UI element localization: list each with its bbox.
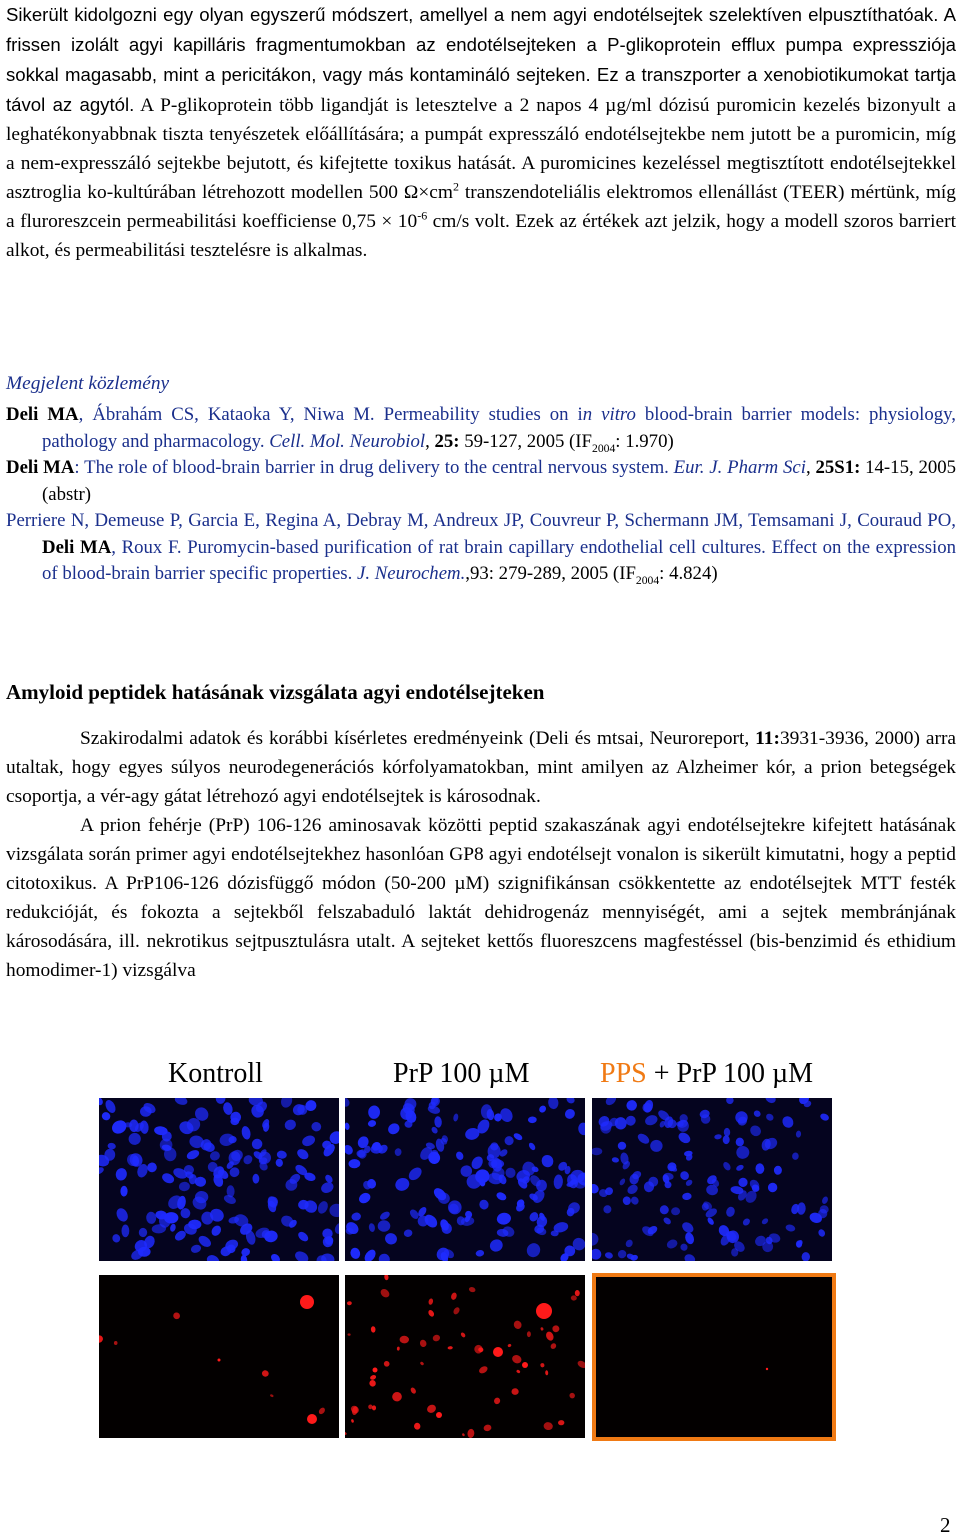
ref-pages: ,93: 279-289, 2005 (IF bbox=[465, 563, 636, 584]
ref-volume-number: 25: bbox=[434, 430, 460, 452]
cell-nucleus bbox=[538, 1104, 548, 1114]
cell-nucleus bbox=[172, 1311, 181, 1320]
cell-nucleus bbox=[644, 1113, 659, 1127]
cell-nucleus bbox=[128, 1132, 142, 1146]
cell-nucleus bbox=[240, 1125, 251, 1140]
dead-cell bbox=[300, 1295, 314, 1309]
cell-nucleus bbox=[347, 1301, 352, 1305]
volume-bold: 11: bbox=[755, 728, 780, 749]
paragraph-sentence: A P-glikoprotein több ligandját is letesztelve a 2 napos 4 µg/ml dózisú puromicin kezelés bizonyult a leghatékonyabbnak tiszta tenyészetek előállítására; a pumpát expresszáló endotélsejtekbe nem jutott be a puromicin, míg a nem-expresszáló sejtekbe bejutott, és kifejtette toxikus hatását. bbox=[6, 95, 956, 174]
cell-nucleus bbox=[545, 1330, 555, 1341]
cell-nucleus bbox=[512, 1132, 523, 1142]
author-bold: Deli MA bbox=[6, 404, 79, 425]
cell-nucleus bbox=[397, 1346, 400, 1350]
cell-nucleus bbox=[684, 1231, 696, 1245]
cell-nucleus bbox=[796, 1130, 802, 1138]
cell-nucleus bbox=[378, 1220, 391, 1232]
page-number: 2 bbox=[940, 1513, 951, 1537]
cell-nucleus bbox=[540, 1327, 544, 1331]
micrograph-prp-red bbox=[345, 1275, 585, 1438]
cell-nucleus bbox=[410, 1387, 417, 1395]
cell-nucleus bbox=[349, 1247, 361, 1260]
cell-nucleus bbox=[488, 1237, 505, 1254]
cell-nucleus bbox=[384, 1275, 389, 1280]
cell-nucleus bbox=[345, 1431, 347, 1435]
cell-nucleus bbox=[650, 1140, 662, 1152]
cell-nucleus bbox=[753, 1109, 762, 1118]
cell-nucleus bbox=[179, 1181, 191, 1191]
ref-title-italic: n vitro bbox=[582, 404, 636, 425]
micrograph-pps-red bbox=[592, 1273, 836, 1441]
figure-label-control: Kontroll bbox=[168, 1058, 263, 1089]
cell-nucleus bbox=[679, 1243, 688, 1252]
cell-nucleus bbox=[261, 1370, 269, 1377]
cell-nucleus bbox=[318, 1406, 327, 1415]
cell-nucleus bbox=[393, 1176, 411, 1193]
cell-nucleus bbox=[817, 1228, 826, 1238]
superscript: 2 bbox=[452, 179, 459, 194]
paragraph-sentence: Sikerült kidolgozni egy olyan egyszerű módszert, amellyel a nem agyi endotélsejtek szelektíven elpusztíthatóak. A frissen izolált agyi kapilláris fragmentumokban az endotélsejteken a P-glikoprotein efflux pumpa expressziója sokkal magasabb, mint a pericitákon, vagy más kontamináló sejteken. Ez a transzporter a xenobiotikumokat tartja távol az agytól. bbox=[6, 4, 956, 115]
cell-nucleus bbox=[748, 1178, 761, 1192]
cell-nucleus bbox=[376, 1251, 392, 1261]
cell-nucleus bbox=[528, 1116, 537, 1123]
ref-pages: 59-127, 2005 (IF bbox=[459, 430, 593, 452]
cell-nucleus bbox=[121, 1225, 129, 1238]
if-year: 2004 bbox=[592, 441, 616, 455]
cell-nucleus bbox=[450, 1292, 457, 1301]
authors: , Ábrahám CS, Kataoka Y, Niwa M. bbox=[78, 404, 375, 425]
cell-nucleus bbox=[319, 1180, 335, 1195]
cell-nucleus bbox=[269, 1252, 281, 1261]
cell-nucleus bbox=[420, 1361, 425, 1366]
cell-nucleus bbox=[467, 1428, 475, 1438]
cell-nucleus bbox=[114, 1341, 118, 1345]
cell-nucleus bbox=[455, 1150, 465, 1161]
cell-nucleus bbox=[333, 1222, 339, 1235]
journal: Cell. Mol. bbox=[264, 430, 345, 452]
cell-nucleus bbox=[592, 1248, 602, 1260]
cell-nucleus bbox=[362, 1248, 377, 1261]
cell-nucleus bbox=[553, 1174, 563, 1189]
ref-volume-number: 25S1: bbox=[815, 457, 861, 478]
ref-volume: , bbox=[425, 430, 435, 452]
cell-nucleus bbox=[216, 1098, 226, 1104]
cell-nucleus bbox=[496, 1212, 512, 1226]
cell-nucleus bbox=[414, 1423, 421, 1430]
cell-nucleus bbox=[677, 1130, 693, 1145]
cell-nucleus bbox=[99, 1166, 105, 1176]
cell-nucleus bbox=[671, 1207, 680, 1215]
dead-cell bbox=[373, 1368, 378, 1373]
cell-nucleus bbox=[662, 1216, 672, 1226]
cell-nucleus bbox=[511, 1388, 518, 1395]
publication-list bbox=[6, 402, 956, 588]
cell-nucleus bbox=[295, 1147, 310, 1161]
figure-label-pps bbox=[600, 1058, 813, 1090]
cell-nucleus bbox=[801, 1252, 810, 1261]
cell-nucleus bbox=[99, 1098, 104, 1107]
cell-nucleus bbox=[205, 1253, 222, 1261]
cell-nucleus bbox=[624, 1098, 639, 1113]
cell-nucleus bbox=[478, 1365, 489, 1375]
cell-nucleus bbox=[512, 1319, 523, 1330]
cell-nucleus bbox=[511, 1354, 523, 1365]
cell-nucleus bbox=[475, 1249, 484, 1257]
cell-nucleus bbox=[478, 1198, 490, 1211]
cell-nucleus bbox=[774, 1166, 783, 1176]
cell-nucleus bbox=[565, 1098, 576, 1105]
paragraph-sentence: cm/s volt. Ezek az értékek azt jelzik, hogy a modell szoros barriert alkot, és permeabilitási tesztelésre is alkalmas. bbox=[6, 211, 956, 261]
cell-nucleus bbox=[642, 1099, 654, 1114]
cell-nucleus bbox=[293, 1249, 310, 1261]
dead-cell bbox=[493, 1347, 503, 1357]
cell-nucleus bbox=[447, 1346, 453, 1350]
cell-nucleus bbox=[452, 1306, 461, 1315]
paragraph-text: 3931-3936, 2000) arra utaltak, hogy egyes súlyos neurodegenerációs kórfolyamatokban, mint amilyen az Alzheimer kór, a prion betegségek csoportja, a vér-agy gátat létrehozó agyi endotélsejtek is károsodnak. bbox=[6, 728, 957, 807]
cell-nucleus bbox=[384, 1232, 399, 1246]
cell-nucleus bbox=[174, 1098, 189, 1106]
ref-title: : The role of blood-brain barrier in drug delivery to the central nervous system. bbox=[74, 457, 669, 478]
cell-nucleus bbox=[469, 1154, 485, 1171]
cell-nucleus bbox=[563, 1107, 577, 1121]
ref-title: Puromycin-based purification of rat brain capillary endothelial cell cultures. Effect on the expression of blood-brain barrier specific properties. bbox=[42, 536, 956, 584]
ref-pages: 14-15, 2005 (abstr) bbox=[42, 457, 957, 505]
cell-nucleus bbox=[735, 1164, 745, 1172]
cell-nucleus bbox=[568, 1392, 576, 1400]
dead-cell bbox=[522, 1362, 528, 1368]
cell-nucleus bbox=[270, 1394, 274, 1398]
publications-heading: Megjelent közlemény bbox=[6, 373, 170, 394]
cell-nucleus bbox=[725, 1098, 736, 1106]
micrograph-control-blue bbox=[99, 1098, 339, 1261]
cell-nucleus bbox=[345, 1220, 361, 1237]
cell-nucleus bbox=[357, 1191, 372, 1206]
cell-nucleus bbox=[266, 1195, 280, 1210]
cell-nucleus bbox=[120, 1186, 128, 1197]
cell-nucleus bbox=[577, 1122, 585, 1136]
cell-nucleus bbox=[190, 1243, 202, 1254]
cell-nucleus bbox=[611, 1157, 619, 1163]
cell-nucleus bbox=[622, 1196, 631, 1206]
cell-nucleus bbox=[114, 1206, 130, 1223]
cell-nucleus bbox=[761, 1217, 770, 1225]
cell-nucleus bbox=[493, 1397, 501, 1405]
cell-nucleus bbox=[185, 1148, 200, 1161]
cell-nucleus bbox=[453, 1113, 459, 1122]
cell-nucleus bbox=[379, 1287, 391, 1299]
cell-nucleus bbox=[426, 1403, 438, 1414]
ref-title: blood-brain barrier models: physiology, pathology and pharmacology. bbox=[42, 404, 956, 452]
journal: Eur. J. bbox=[668, 457, 723, 478]
cell-nucleus bbox=[460, 1332, 466, 1339]
cell-nucleus bbox=[296, 1230, 310, 1243]
cell-nucleus bbox=[503, 1135, 515, 1147]
cell-nucleus bbox=[549, 1342, 557, 1350]
cell-nucleus bbox=[592, 1230, 601, 1248]
cell-nucleus bbox=[310, 1121, 322, 1133]
cell-nucleus bbox=[527, 1331, 531, 1337]
cell-nucleus bbox=[683, 1253, 697, 1261]
cell-nucleus bbox=[603, 1204, 613, 1214]
cell-nucleus bbox=[483, 1424, 492, 1432]
cell-nucleus bbox=[766, 1181, 779, 1194]
cell-nucleus bbox=[734, 1144, 751, 1161]
cell-nucleus bbox=[785, 1224, 796, 1233]
cell-nucleus bbox=[525, 1241, 543, 1259]
dead-cell bbox=[218, 1359, 221, 1362]
cell-nucleus bbox=[240, 1247, 251, 1258]
if-year: 2004 bbox=[635, 573, 660, 587]
dead-cell bbox=[536, 1303, 552, 1319]
cell-nucleus bbox=[368, 1105, 380, 1119]
cell-nucleus bbox=[547, 1098, 559, 1110]
cell-nucleus bbox=[676, 1119, 690, 1133]
cell-nucleus bbox=[283, 1118, 297, 1131]
cell-nucleus bbox=[755, 1163, 765, 1174]
cell-nucleus bbox=[394, 1148, 402, 1157]
cell-nucleus bbox=[146, 1211, 157, 1224]
cell-nucleus bbox=[345, 1098, 351, 1109]
cell-nucleus bbox=[765, 1112, 775, 1122]
cell-nucleus bbox=[473, 1344, 484, 1355]
cell-nucleus bbox=[434, 1116, 442, 1128]
cell-nucleus bbox=[576, 1359, 585, 1369]
cell-nucleus bbox=[379, 1210, 392, 1221]
dead-cell bbox=[766, 1368, 768, 1370]
cell-nucleus bbox=[107, 1142, 116, 1150]
journal: Pharm Sci bbox=[722, 457, 806, 478]
micrograph-control-red bbox=[99, 1275, 339, 1438]
dead-cell bbox=[436, 1412, 442, 1418]
cell-nucleus bbox=[495, 1191, 508, 1202]
cell-nucleus bbox=[540, 1363, 545, 1368]
journal: J. Neurochem. bbox=[352, 563, 466, 584]
cell-nucleus bbox=[821, 1196, 829, 1205]
micrograph-prp-blue bbox=[345, 1098, 585, 1261]
cell-nucleus bbox=[210, 1224, 223, 1238]
cell-nucleus bbox=[468, 1286, 476, 1293]
cell-nucleus bbox=[780, 1114, 795, 1130]
cell-nucleus bbox=[427, 1309, 435, 1318]
ref-volume: , bbox=[805, 457, 816, 478]
reference-item bbox=[6, 508, 956, 588]
section-paragraph bbox=[6, 724, 956, 811]
cell-nucleus bbox=[741, 1217, 751, 1227]
cell-nucleus bbox=[738, 1177, 748, 1187]
cell-nucleus bbox=[383, 1360, 391, 1368]
cell-nucleus bbox=[604, 1251, 613, 1259]
cell-nucleus bbox=[160, 1171, 175, 1185]
pps-label-rest: + PrP 100 µM bbox=[646, 1058, 813, 1089]
cell-nucleus bbox=[349, 1404, 360, 1415]
cell-nucleus bbox=[399, 1336, 409, 1344]
cell-nucleus bbox=[819, 1112, 830, 1122]
ref-title: Permeability studies on i bbox=[374, 404, 583, 425]
cell-nucleus bbox=[629, 1195, 640, 1206]
cell-nucleus bbox=[558, 1420, 565, 1425]
figure-label-prp: PrP 100 µM bbox=[393, 1058, 530, 1089]
cell-nucleus bbox=[300, 1134, 316, 1149]
cell-nucleus bbox=[505, 1167, 516, 1178]
cell-nucleus bbox=[111, 1233, 121, 1244]
cell-nucleus bbox=[665, 1181, 672, 1188]
cell-nucleus bbox=[324, 1173, 334, 1184]
cell-nucleus bbox=[724, 1128, 731, 1137]
cell-nucleus bbox=[507, 1343, 511, 1347]
cell-nucleus bbox=[624, 1238, 634, 1248]
cell-nucleus bbox=[368, 1223, 376, 1233]
cell-nucleus bbox=[100, 1111, 111, 1122]
cell-nucleus bbox=[616, 1248, 627, 1259]
author-bold: Deli MA bbox=[6, 457, 75, 478]
section-title: Amyloid peptidek hatásának vizsgálata agyi endotélsejteken bbox=[6, 680, 545, 704]
cell-nucleus bbox=[347, 1333, 350, 1336]
cell-nucleus bbox=[552, 1325, 559, 1332]
cell-nucleus bbox=[543, 1422, 553, 1431]
cell-nucleus bbox=[367, 1119, 377, 1127]
impact-factor: : 4.824) bbox=[659, 563, 718, 584]
cell-nucleus bbox=[348, 1159, 360, 1169]
authors: Perriere N, Demeuse P, Garcia E, Regina A, Debray M, Andreux JP, Couvreur P, Schermann JM, Temsamani J, Couraud PO, bbox=[6, 510, 956, 531]
cell-nucleus bbox=[665, 1238, 679, 1250]
cell-nucleus bbox=[462, 1433, 466, 1437]
cell-nucleus bbox=[368, 1379, 377, 1388]
paragraph-sentence: A puromicines kezeléssel megtisztított endotélsejtekkel asztroglia ko-kultúrában létrehozott modellen 500 Ω×cm bbox=[6, 153, 956, 203]
cell-nucleus bbox=[406, 1165, 424, 1183]
cell-nucleus bbox=[604, 1098, 618, 1107]
cell-nucleus bbox=[115, 1167, 129, 1182]
cell-nucleus bbox=[731, 1248, 738, 1256]
cell-nucleus bbox=[138, 1228, 147, 1238]
section-paragraph: A prion fehérje (PrP) 106-126 aminosavak közötti peptid szakaszának agyi endotélsejtekre kifejtett hatásának vizsgálata során primer agyi endotélsejtekhez hasonlóan GP8 agyi endotélsejt vonalon is sikerült kimutatni, hogy a peptid citotoxikus. A PrP106-126 dózisfüggő módon (50-200 µM) szignifikánsan csökkentette az endotélsejtek MTT festék redukcióját, és fokozta a sejtekből felszabaduló laktát dehidrogenáz mennyiségét, ami a sejtek membránjának károsodására, ill. nekrotikus sejtpusztulásra utalt. A sejteket kettős fluoreszcens magfestéssel (bis-benzimid és ethidium homodimer-1) vizsgálva bbox=[6, 815, 956, 981]
cell-nucleus bbox=[714, 1134, 722, 1140]
cell-nucleus bbox=[626, 1183, 640, 1196]
cell-nucleus bbox=[320, 1252, 335, 1261]
cell-nucleus bbox=[659, 1204, 670, 1215]
dead-cell bbox=[307, 1414, 317, 1424]
cell-nucleus bbox=[250, 1137, 264, 1151]
micrograph-pps-blue bbox=[592, 1098, 832, 1261]
cell-nucleus bbox=[391, 1391, 403, 1403]
cell-nucleus bbox=[345, 1122, 350, 1130]
cell-nucleus bbox=[99, 1334, 104, 1344]
intro-paragraph bbox=[6, 0, 956, 265]
cell-nucleus bbox=[792, 1152, 799, 1160]
cell-nucleus bbox=[723, 1135, 730, 1144]
cell-nucleus bbox=[351, 1419, 354, 1423]
cell-nucleus bbox=[419, 1339, 427, 1348]
superscript: -6 bbox=[417, 208, 428, 223]
section-body bbox=[6, 724, 956, 985]
cell-nucleus bbox=[682, 1192, 692, 1200]
cell-nucleus bbox=[736, 1137, 745, 1146]
cell-nucleus bbox=[571, 1295, 578, 1301]
cell-nucleus bbox=[428, 1298, 434, 1305]
cell-nucleus bbox=[516, 1369, 521, 1373]
cell-nucleus bbox=[276, 1150, 287, 1159]
author-bold: Deli MA bbox=[42, 536, 112, 558]
pps-label: PPS bbox=[600, 1058, 647, 1089]
cell-nucleus bbox=[169, 1223, 176, 1232]
cell-nucleus bbox=[575, 1290, 580, 1296]
cell-nucleus bbox=[369, 1374, 376, 1380]
cell-nucleus bbox=[733, 1109, 750, 1126]
cell-nucleus bbox=[110, 1118, 129, 1137]
cell-nucleus bbox=[252, 1174, 259, 1184]
authors: , Roux F. bbox=[111, 536, 182, 558]
cell-nucleus bbox=[329, 1204, 339, 1217]
reference-item bbox=[6, 402, 956, 455]
cell-nucleus bbox=[618, 1178, 626, 1187]
impact-factor: : 1.970) bbox=[615, 430, 674, 452]
cell-nucleus bbox=[545, 1370, 548, 1375]
cell-nucleus bbox=[351, 1212, 362, 1222]
reference-item bbox=[6, 455, 956, 508]
cell-nucleus bbox=[540, 1153, 556, 1169]
cell-nucleus bbox=[636, 1132, 651, 1146]
paragraph-text: Szakirodalmi adatok és korábbi kísérletes eredményeink (Deli és mtsai, Neuroreport, bbox=[80, 728, 756, 749]
cell-nucleus bbox=[371, 1326, 376, 1333]
cell-nucleus bbox=[528, 1142, 537, 1152]
cell-nucleus bbox=[242, 1153, 255, 1166]
cell-nucleus bbox=[748, 1123, 763, 1138]
cell-nucleus bbox=[764, 1098, 778, 1105]
cell-nucleus bbox=[275, 1158, 283, 1167]
cell-nucleus bbox=[725, 1206, 736, 1218]
journal: Neurobiol bbox=[344, 430, 426, 452]
cell-nucleus bbox=[706, 1216, 715, 1226]
cell-nucleus bbox=[403, 1228, 413, 1237]
cell-nucleus bbox=[618, 1142, 627, 1151]
cell-nucleus bbox=[386, 1121, 402, 1136]
cell-nucleus bbox=[592, 1147, 602, 1155]
cell-nucleus bbox=[316, 1200, 330, 1216]
cell-nucleus bbox=[432, 1334, 441, 1343]
cell-nucleus bbox=[345, 1143, 355, 1156]
cell-nucleus bbox=[279, 1098, 294, 1109]
cell-nucleus bbox=[722, 1161, 732, 1172]
paragraph-sentence: transzendoteliális elektromos ellenállást (TEER) mértünk, míg a fluroreszcein permeabilitási koefficiense 0,75 × 10 bbox=[6, 182, 956, 232]
